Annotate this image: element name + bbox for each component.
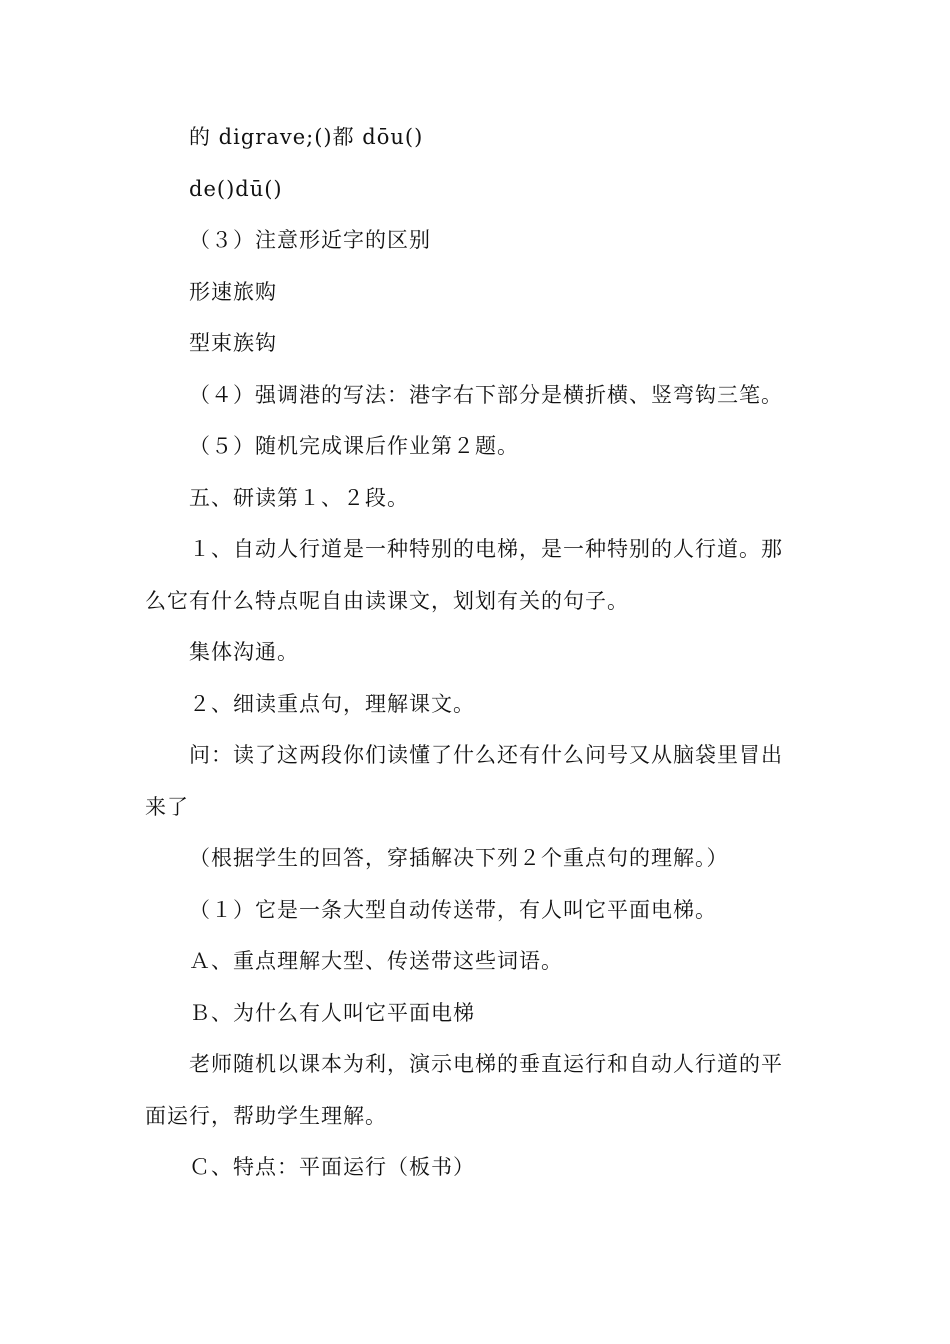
paragraph-key-sentence-1 [145, 885, 805, 937]
paragraph-walkway-intro [145, 524, 805, 627]
text-line: 形速旅购 [189, 280, 277, 304]
text-line: Ｂ、为什么有人叫它平面电梯 [189, 1001, 475, 1025]
paragraph-pinyin-de-dou [145, 112, 805, 164]
text-line: １、自动人行道是一种特别的电梯，是一种特别的人行道。那 [189, 537, 783, 561]
paragraph-pinyin-de-du [145, 164, 805, 216]
paragraph-question [145, 730, 805, 833]
text-line: （１）它是一条大型自动传送带，有人叫它平面电梯。 [189, 898, 717, 922]
section-heading-five [145, 473, 805, 525]
paragraph-gang-writing [145, 370, 805, 422]
paragraph-point-b [145, 988, 805, 1040]
text-line: de()dū() [189, 177, 283, 201]
paragraph-group-communicate [145, 627, 805, 679]
text-line: （４）强调港的写法：港字右下部分是横折横、竖弯钩三笔。 [189, 383, 783, 407]
text-line: 么它有什么特点呢自由读课文，划划有关的句子。 [145, 588, 629, 613]
text-line: ２、细读重点句，理解课文。 [189, 692, 475, 716]
text-line: 问：读了这两段你们读懂了什么还有什么问号又从脑袋里冒出 [189, 743, 783, 767]
paragraph-point-c [145, 1142, 805, 1194]
text-line: 来了 [145, 794, 189, 819]
paragraph-close-reading [145, 679, 805, 731]
paragraph-similar-characters [145, 215, 805, 267]
text-line: （３）注意形近字的区别 [189, 228, 431, 252]
paragraph-char-row-1 [145, 267, 805, 319]
text-line: 的 digrave;()都 dōu() [189, 125, 424, 149]
text-line: 集体沟通。 [189, 640, 299, 664]
paragraph-key-sentences-note [145, 833, 805, 885]
text-line: （５）随机完成课后作业第２题。 [189, 434, 519, 458]
text-line: Ｃ、特点：平面运行（板书） [189, 1155, 475, 1179]
paragraph-point-a [145, 936, 805, 988]
text-line: Ａ、重点理解大型、传送带这些词语。 [189, 949, 563, 973]
text-line: 面运行，帮助学生理解。 [145, 1103, 387, 1128]
text-line: 老师随机以课本为利，演示电梯的垂直运行和自动人行道的平 [189, 1052, 783, 1076]
paragraph-homework [145, 421, 805, 473]
text-line: （根据学生的回答，穿插解决下列２个重点句的理解。） [189, 846, 729, 870]
text-line: 型束族钩 [189, 331, 277, 355]
text-line: 五、研读第１、２段。 [189, 486, 409, 510]
paragraph-teacher-demo [145, 1039, 805, 1142]
paragraph-char-row-2 [145, 318, 805, 370]
